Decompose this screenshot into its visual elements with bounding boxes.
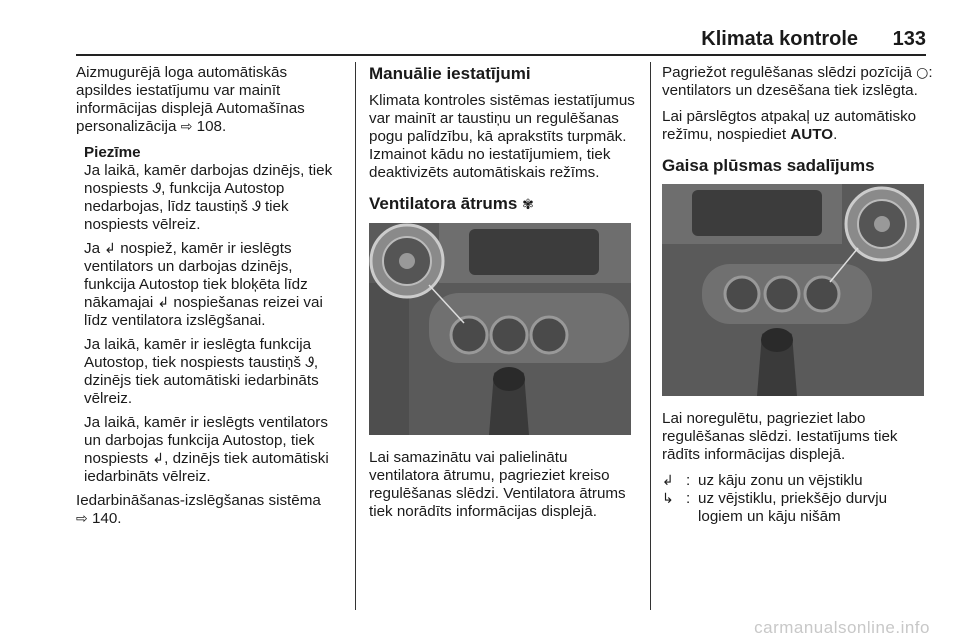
paragraph-fan-speed: Lai samazinātu vai palielinātu ventilatora ātrumu, pagrieziet kreiso regulēšanas slēdzi. Ventilatora ātrums tiek norādīts informācijas displejā.	[369, 449, 626, 520]
distribution-legend	[662, 472, 934, 526]
off-icon: ○	[916, 65, 929, 81]
legend-row: ↳ : uz vējstiklu, priekšējo durvju logiem un kāju nišām	[662, 490, 888, 525]
page-reference-link[interactable]: 140.	[87, 510, 122, 527]
legend-row: ↲ : uz kāju zonu un vējstiklu	[662, 472, 863, 489]
column-divider-1	[355, 62, 356, 610]
column-divider-2	[650, 62, 651, 610]
ref-arrow-icon: ⇨	[76, 511, 88, 527]
page-title: Klimata kontrole	[701, 28, 858, 50]
page-header	[76, 28, 926, 52]
figure-fan-control	[369, 223, 631, 435]
paragraph-rear-window: Aizmugurējā loga automātiskās apsildes iestatījumu var mainīt informācijas displejā Automašīnas personalizācija ⇨ 108.	[76, 64, 305, 135]
paragraph-start-stop: Iedarbināšanas-izslēgšanas sistēma ⇨ 140.	[76, 492, 321, 527]
page-reference-link[interactable]: 108.	[192, 118, 227, 135]
figure-air-distribution	[662, 184, 924, 396]
eco-button-icon: Ꮽ	[305, 355, 314, 371]
paragraph-air-distribution: Lai noregulētu, pagrieziet labo regulēšanas slēdzi. Iestatījums tiek rādīts informācijas displejā.	[662, 410, 898, 463]
paragraph-auto-mode: Lai pārslēgtos atpakaļ uz automātisko režīmu, nospiediet AUTO.	[662, 108, 917, 143]
paragraph-manual: Klimata kontroles sistēmas iestatījumus var mainīt ar taustiņu un regulēšanas pogu palīdzību, kā aprakstīts turpmāk. Izmainot kādu no iestatījumiem, tiek deaktivizēts automātiskais režīms.	[369, 92, 635, 181]
section-heading: Gaisa plūsmas sadalījums	[662, 156, 875, 175]
header-rule	[76, 54, 926, 56]
note-paragraph: Ja ↲ nospiež, kamēr ir ieslēgts ventilators un darbojas dzinējs, funkcija Autostop tiek bloķēta līdz nākamajai ↲ nospiešanas reizei vai līdz ventilatora izslēgšanai.	[84, 240, 323, 329]
section-heading: Manuālie iestatījumi	[369, 64, 531, 83]
page-number: 133	[892, 28, 926, 50]
note-paragraph: Ja laikā, kamēr ir ieslēgts ventilators un darbojas funkcija Autostop, tiek nospiests ↲, dzinējs tiek automātiski iedarbināts vēlreiz.	[84, 414, 329, 485]
note-paragraph: Ja laikā, kamēr darbojas dzinējs, tiek nospiests Ꮽ, funkcija Autostop nedarbojas, līdz taustiņš Ꮽ tiek nospiests vēlreiz.	[84, 162, 333, 233]
note-paragraph: Ja laikā, kamēr ir ieslēgta funkcija Autostop, tiek nospiests taustiņš Ꮽ, dzinējs tiek automātiski iedarbināts vēlreiz.	[84, 336, 319, 407]
floor-windshield-icon: ↲	[157, 295, 170, 311]
floor-windshield-icon: ↲	[104, 241, 116, 257]
note-title: Piezīme	[84, 144, 141, 161]
column-3	[662, 64, 934, 526]
watermark: carmanualsonline.info	[754, 618, 930, 637]
note-block	[84, 144, 344, 486]
ref-arrow-icon: ⇨	[180, 119, 193, 135]
paragraph-off-position: Pagriežot regulēšanas slēdzi pozīcijā ○: ventilators un dzesēšana tiek izslēgta.	[662, 64, 933, 99]
column-1	[76, 64, 344, 536]
eco-button-icon: Ꮽ	[252, 199, 261, 215]
floor-windshield-icon: ↲	[662, 473, 674, 489]
column-2	[369, 64, 639, 529]
fan-icon: ✾	[522, 197, 534, 213]
windshield-doors-floor-icon: ↳	[662, 491, 674, 507]
floor-windshield-icon: ↲	[152, 451, 165, 467]
auto-key-label: AUTO	[790, 126, 834, 143]
eco-button-icon: Ꮽ	[152, 181, 162, 197]
subsection-heading: Ventilatora ātrums ✾	[369, 194, 534, 213]
